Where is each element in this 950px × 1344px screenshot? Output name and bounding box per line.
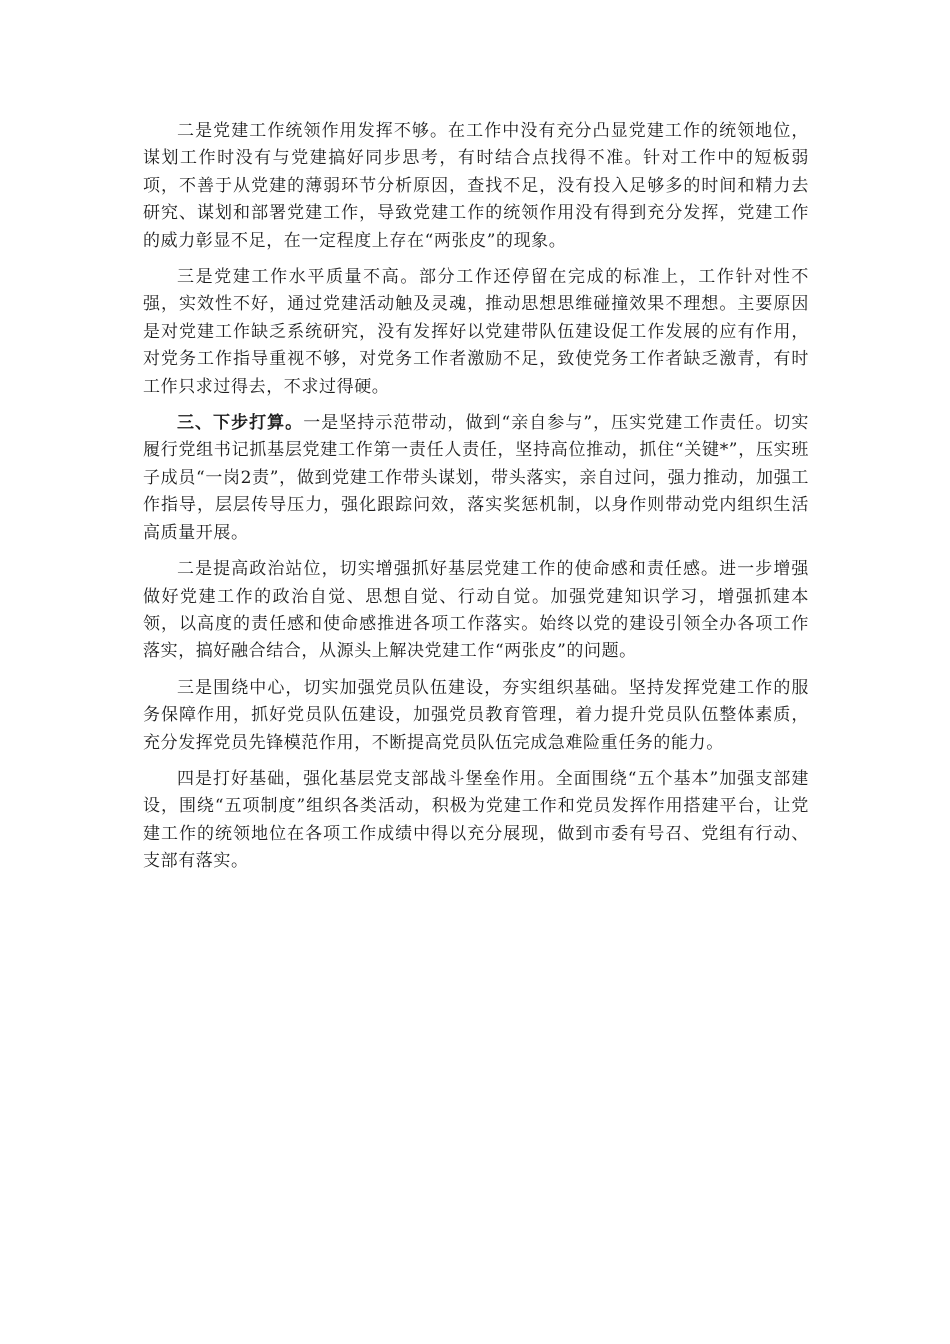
paragraph-text: 四是打好基础，强化基层党支部战斗堡垒作用。全面围绕“五个基本”加强支部建设，围绕“五项制度”组织各类活动，积极为党建工作和党员发挥作用搭建平台，让党建工作的统领地位在各项工作成绩中得以充分展现，做到市委有号召、党组有行动、支部有落实。 xyxy=(143,768,809,872)
paragraph-text: 一是坚持示范带动，做到“亲自参与”，压实党建工作责任。切实履行党组书记抓基层党建工作第一责任人责任，坚持高位推动，抓住“关键*”，压实班子成员“一岗2责”，做到党建工作带头谋划，带头落实，亲自过问，强力推动，加强工作指导，层层传导压力，强化跟踪问效，落实奖惩机制，以身作则带动党内组织生活高质量开展。 xyxy=(143,413,809,543)
paragraph-text: 二是党建工作统领作用发挥不够。在工作中没有充分凸显党建工作的统领地位，谋划工作时没有与党建搞好同步思考，有时结合点找得不准。针对工作中的短板弱项，不善于从党建的薄弱环节分析原因，查找不足，没有投入足够多的时间和精力去研究、谋划和部署党建工作，导致党建工作的统领作用没有得到充分发挥，党建工作的威力彰显不足，在一定程度上存在“两张皮”的现象。 xyxy=(143,121,809,251)
paragraph-text: 三是围绕中心，切实加强党员队伍建设，夯实组织基础。坚持发挥党建工作的服务保障作用，抓好党员队伍建设，加强党员教育管理，着力提升党员队伍整体素质，充分发挥党员先锋模范作用，不断提高党员队伍完成急难险重任务的能力。 xyxy=(143,677,809,753)
paragraph xyxy=(143,264,809,401)
paragraph-text: 二是提高政治站位，切实增强抓好基层党建工作的使命感和责任感。进一步增强做好党建工作的政治自觉、思想自觉、行动自觉。加强党建知识学习，增强抓建本领，以高度的责任感和使命感推进各项工作落实。始终以党的建设引领全办各项工作落实，搞好融合结合，从源头上解决党建工作“两张皮”的问题。 xyxy=(143,559,809,662)
paragraph xyxy=(143,675,809,757)
paragraph xyxy=(143,766,809,876)
section-heading: 三、下步打算。 xyxy=(177,413,304,434)
document-body xyxy=(143,118,809,885)
paragraph-text: 三是党建工作水平质量不高。部分工作还停留在完成的标准上，工作针对性不强，实效性不好，通过党建活动触及灵魂，推动思想思维碰撞效果不理想。主要原因是对党建工作缺乏系统研究，没有发挥好以党建带队伍建设促工作发展的应有作用，对党务工作指导重视不够，对党务工作者激励不足，致使党务工作者缺乏激青，有时工作只求过得去，不求过得硬。 xyxy=(143,267,809,397)
paragraph xyxy=(143,410,809,547)
paragraph xyxy=(143,556,809,666)
paragraph xyxy=(143,118,809,255)
